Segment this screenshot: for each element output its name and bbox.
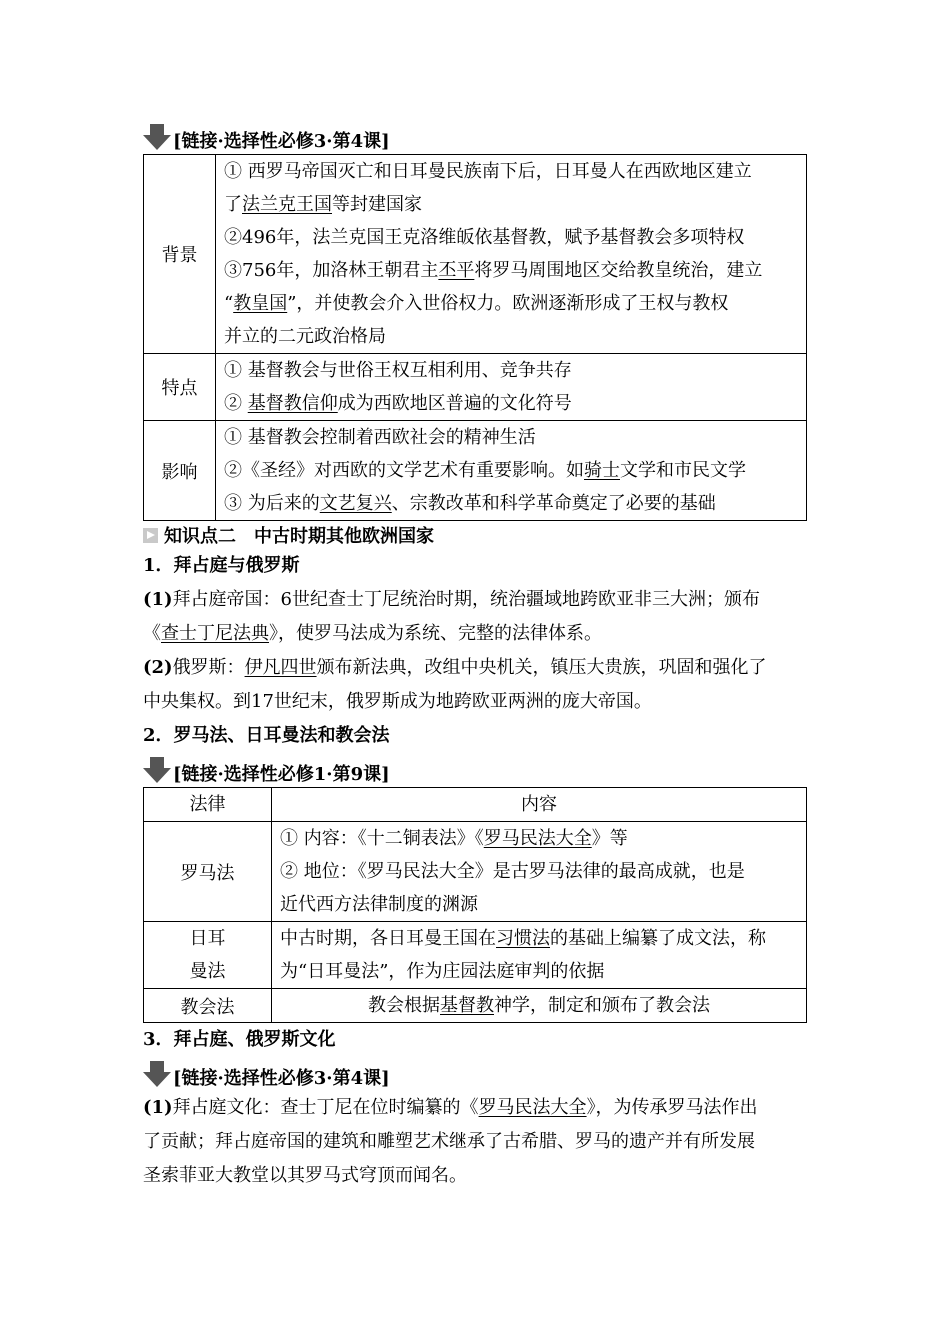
play-triangle-icon — [143, 528, 158, 543]
underlined-term: 丕平 — [438, 260, 475, 281]
underlined-term: 骑士 — [584, 460, 620, 481]
text-line: (1)拜占庭文化：查士丁尼在位时编纂的《罗马民法大全》，为传承罗马法作出 — [143, 1097, 758, 1118]
underlined-term: 文艺复兴 — [319, 493, 392, 514]
table-row — [144, 354, 807, 421]
text-line: ① 西罗马帝国灭亡和日耳曼民族南下后，日耳曼人在西欧地区建立 — [224, 161, 752, 182]
text-line: ① 基督教会与世俗王权互相利用、竞争共存 — [224, 360, 572, 381]
text-line: (1)拜占庭帝国：6世纪查士丁尼统治时期，统治疆域地跨欧亚非三大洲；颁布 — [143, 589, 761, 610]
text-line: ②《圣经》对西欧的文学艺术有重要影响。如骑士文学和市民文学 — [224, 460, 746, 481]
row-content — [272, 922, 807, 989]
text-line: “教皇国”，并使教会介入世俗权力。欧洲逐渐形成了王权与教权 — [224, 293, 729, 314]
text-line: 了法兰克王国等封建国家 — [224, 194, 422, 215]
underlined-term: 罗马民法大全 — [478, 1097, 587, 1118]
down-arrow-icon — [143, 124, 171, 150]
subsection-title: 1．拜占庭与俄罗斯 — [143, 555, 300, 576]
link-label: [链接·选择性必修1·第9课] — [173, 764, 390, 785]
row-header: 特点 — [144, 354, 216, 421]
text-line: 圣索菲亚大教堂以其罗马式穹顶而闻名。 — [143, 1165, 467, 1186]
link-heading-2 — [143, 753, 807, 787]
underlined-term: 罗马民法大全 — [483, 828, 592, 849]
text-line: 了贡献；拜占庭帝国的建筑和雕塑艺术继承了古希腊、罗马的遗产并有所发展 — [143, 1131, 755, 1152]
subsection-title: 3．拜占庭、俄罗斯文化 — [143, 1029, 336, 1050]
down-arrow-icon — [143, 757, 171, 783]
table-row — [144, 421, 807, 521]
table-row — [144, 822, 807, 922]
row-content — [272, 989, 807, 1023]
section-heading — [143, 521, 807, 549]
row-content — [216, 155, 807, 354]
underlined-term: 查士丁尼法典 — [161, 623, 269, 644]
down-arrow-icon — [143, 1061, 171, 1087]
church-table — [143, 154, 807, 521]
text-line: ③756年，加洛林王朝君主丕平将罗马周围地区交给教皇统治，建立 — [224, 260, 763, 281]
link-heading-1 — [143, 120, 807, 154]
paragraph-byzantium — [143, 583, 807, 651]
paragraph-byzantine-culture — [143, 1091, 807, 1193]
document-page — [143, 120, 807, 1193]
underlined-term: 基督教 — [440, 995, 494, 1016]
law-table — [143, 787, 807, 1023]
text-line: 中古时期，各日耳曼王国在习惯法的基础上编纂了成文法，称 — [280, 928, 766, 949]
table-row — [144, 922, 807, 989]
text-line: 为“日耳曼法”，作为庄园法庭审判的依据 — [280, 961, 605, 982]
underlined-term: 法兰克王国 — [242, 194, 332, 215]
text-line: ① 内容：《十二铜表法》《罗马民法大全》等 — [280, 828, 628, 849]
column-header-law: 法律 — [144, 788, 272, 822]
text-line: (2)俄罗斯：伊凡四世颁布新法典，改组中央机关，镇压大贵族，巩固和强化了 — [143, 657, 767, 678]
row-content — [216, 421, 807, 521]
text-line: 中央集权。到17世纪末，俄罗斯成为地跨欧亚两洲的庞大帝国。 — [143, 691, 652, 712]
subsection-title: 2．罗马法、日耳曼法和教会法 — [143, 725, 390, 746]
table-row — [144, 155, 807, 354]
row-header: 日耳 曼法 — [144, 922, 272, 989]
row-header: 背景 — [144, 155, 216, 354]
text-line: 近代西方法律制度的渊源 — [280, 894, 478, 915]
text-line: ① 基督教会控制着西欧社会的精神生活 — [224, 427, 536, 448]
underlined-term: 伊凡四世 — [244, 657, 317, 678]
link-label: [链接·选择性必修3·第4课] — [173, 131, 390, 152]
row-header: 罗马法 — [144, 822, 272, 922]
section-title: 知识点二 中古时期其他欧洲国家 — [164, 526, 434, 547]
row-content — [272, 822, 807, 922]
link-heading-3 — [143, 1057, 807, 1091]
row-header: 教会法 — [144, 989, 272, 1023]
text-line: 并立的二元政治格局 — [224, 326, 386, 347]
column-header-content: 内容 — [272, 788, 807, 822]
underlined-term: 习惯法 — [496, 928, 550, 949]
table-header-row — [144, 788, 807, 822]
text-line: 《查士丁尼法典》，使罗马法成为系统、完整的法律体系。 — [143, 623, 602, 644]
link-label: [链接·选择性必修3·第4课] — [173, 1068, 390, 1089]
underlined-term: 基督教信仰 — [247, 393, 338, 414]
text-line: ② 地位：《罗马民法大全》是古罗马法律的最高成就，也是 — [280, 861, 745, 882]
row-header: 影响 — [144, 421, 216, 521]
paragraph-russia — [143, 651, 807, 719]
row-content — [216, 354, 807, 421]
table-row — [144, 989, 807, 1023]
text-line: ③ 为后来的文艺复兴、宗教改革和科学革命奠定了必要的基础 — [224, 493, 716, 514]
text-line: 教会根据基督教神学，制定和颁布了教会法 — [368, 995, 710, 1016]
text-line: ②496年，法兰克国王克洛维皈依基督教，赋予基督教会多项特权 — [224, 227, 745, 248]
text-line: ② 基督教信仰成为西欧地区普遍的文化符号 — [224, 393, 572, 414]
underlined-term: 教皇国 — [233, 293, 288, 314]
